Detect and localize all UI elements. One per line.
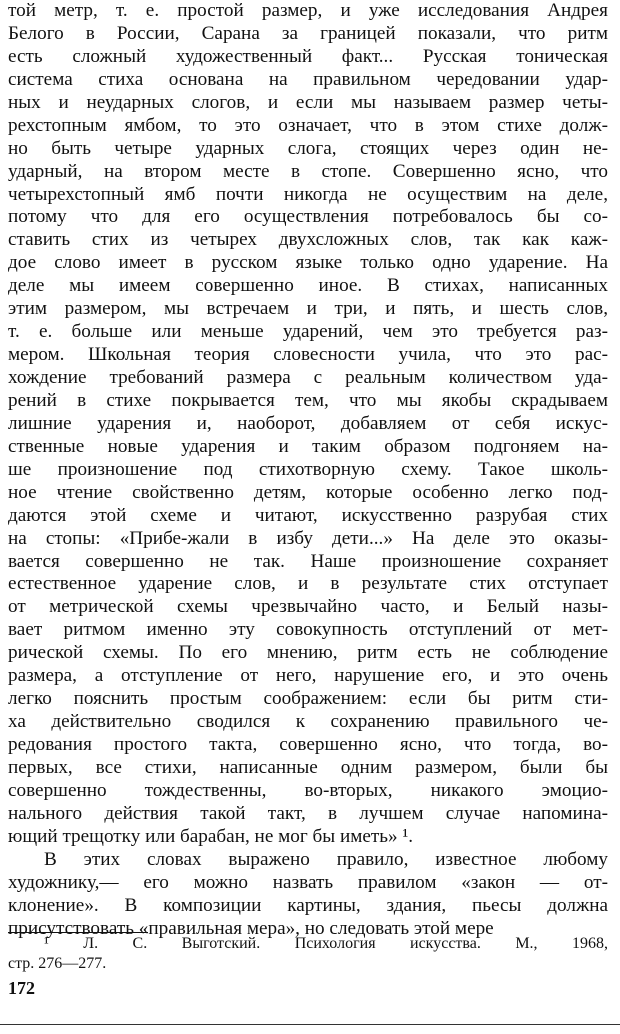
text-line: вается совершенно не так. Наше произношение сохраняет	[8, 550, 608, 572]
text-line: от метрической схемы чрезвычайно часто, и Белый назы-	[8, 596, 608, 618]
text-line: присутствовать «правильная мера», но следовать этой мере	[8, 917, 494, 939]
bottom-edge-rule	[0, 1024, 620, 1025]
text-line: но быть четыре ударных слога, стоящих через один не-	[8, 137, 608, 159]
text-line: совершенно тождественны, во-вторых, никакого эмоцио-	[8, 779, 608, 801]
text-line: художнику,— его можно назвать правилом «закон — от-	[8, 871, 608, 893]
text-line: ха действительно сводился к сохранению правильного че-	[8, 711, 608, 733]
text-line: первых, все стихи, написанные одним размером, были бы	[8, 756, 608, 778]
text-line: ственные новые ударения и таким образом подгоняем на-	[8, 435, 608, 457]
text-line: Белого в России, Сарана за границей показали, что ритм	[8, 22, 608, 44]
text-line: ударный, на втором месте в стопе. Совершенно ясно, что	[8, 160, 608, 182]
text-line: система стиха основана на правильном чередовании удар-	[8, 68, 608, 90]
text-line: четырехстопный ямб почти никогда не осуществим на деле,	[8, 183, 608, 205]
text-line: естественное ударение слов, и в результате стих отступает	[8, 573, 608, 595]
text-line: лишние ударения и, наоборот, добавляем от себя искус-	[8, 412, 608, 434]
text-line: дое слово имеет в русском языке только одно ударение. На	[8, 252, 608, 274]
text-line: легко пояснить простым соображением: если бы ритм сти-	[8, 688, 608, 710]
footnote-line: стр. 276—277.	[8, 955, 107, 972]
text-line: мером. Школьная теория словесности учила, что это рас-	[8, 344, 608, 366]
text-line: есть сложный художественный факт... Русская тоническая	[8, 45, 608, 67]
text-line: нального действия такой такт, в лучшем случае напомина-	[8, 802, 608, 824]
main-text	[8, 0, 608, 940]
text-line: ющий трещотку или барабан, не мог бы иметь» ¹.	[8, 825, 413, 847]
text-line: даются этой схеме и читают, искусственно разрубая стих	[8, 504, 608, 526]
text-line: ставить стих из четырех двухсложных слов, так как каж-	[8, 229, 608, 251]
text-line: В этих словах выражено правило, известное любому	[44, 848, 608, 870]
footnote-rule	[8, 932, 148, 933]
text-line: т. е. больше или меньше ударений, чем это требуется раз-	[8, 321, 608, 343]
footnote-line: ¹ Л. С. Выготский. Психология искусства. М., 1968,	[44, 935, 608, 952]
footnote	[8, 934, 608, 974]
text-line: деле мы имеем совершенно иное. В стихах, написанных	[8, 275, 608, 297]
text-line: ше произношение под стихотворную схему. Такое школь-	[8, 458, 608, 480]
text-line: рений в стихе покрывается тем, что мы якобы скрадываем	[8, 389, 608, 411]
text-line: ных и неударных слогов, и если мы называем размер четы-	[8, 91, 608, 113]
text-line: этим размером, мы встречаем и три, и пять, и шесть слов,	[8, 298, 608, 320]
text-line: редования простого такта, совершенно ясно, что тогда, во-	[8, 734, 608, 755]
page-number: 172	[8, 978, 35, 998]
text-line: вает ритмом именно эту совокупность отступлений от мет-	[8, 619, 608, 641]
text-line: клонение». В композиции картины, здания, пьесы должна	[8, 894, 608, 916]
text-line: той метр, т. е. простой размер, и уже исследования Андрея	[8, 0, 608, 21]
text-line: на стопы: «Прибе-жали в избу дети...» На деле это оказы-	[8, 527, 608, 549]
text-line: потому что для его осуществления потребовалось бы со-	[8, 206, 608, 228]
text-line: рической схемы. По его мнению, ритм есть не соблюдение	[8, 642, 608, 664]
text-line: хождение требований размера с реальным количеством уда-	[8, 367, 608, 388]
text-line: размера, а отступление от него, нарушение его, и это очень	[8, 665, 608, 687]
text-line: рехстопным ямбом, то это означает, что в этом стихе долж-	[8, 114, 608, 136]
text-line: ное чтение свойственно детям, которые особенно легко под-	[8, 481, 608, 503]
